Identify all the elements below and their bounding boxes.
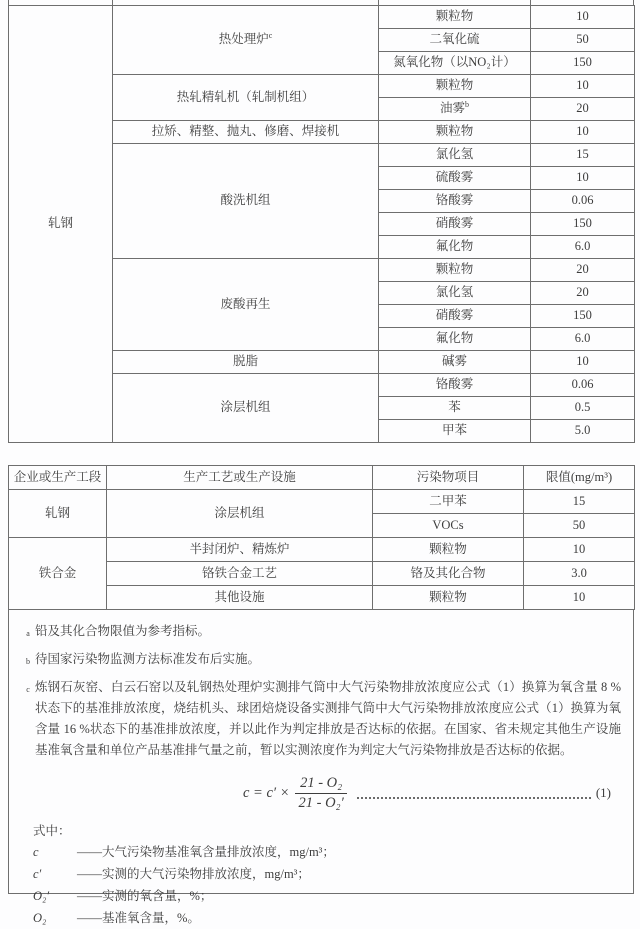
pollutant-cell: VOCs	[373, 514, 524, 538]
emission-limits-table-continued	[8, 5, 635, 443]
definition-o2	[33, 907, 621, 929]
footnote-text: 待国家污染物监测方法标准发布后实施。	[35, 652, 261, 666]
definition-text: ——大气污染物基准氧含量排放浓度，mg/m³；	[77, 845, 335, 860]
pollutant-cell: 甲苯	[379, 420, 531, 443]
limit-cell: 5.0	[531, 420, 635, 443]
pollutant-cell: 铬及其化合物	[373, 562, 524, 586]
pollutant-cell: 二甲苯	[373, 490, 524, 514]
where-label: 式中：	[33, 824, 71, 839]
pollutant-cell: 颗粒物	[373, 586, 524, 610]
footnote-ref-c: c	[268, 31, 273, 41]
process-cell: 脱脂	[113, 351, 379, 374]
pollutant-cell: 氯化氢	[379, 282, 531, 305]
limit-cell: 15	[531, 144, 635, 167]
definition-text: ——基准氧含量，%。	[77, 911, 200, 926]
footnote-text: 铅及其化合物限值为参考指标。	[35, 624, 211, 638]
limit-cell: 10	[531, 167, 635, 190]
process-cell: 废酸再生	[113, 259, 379, 351]
definition-o2-prime	[33, 885, 621, 907]
footnote-b	[21, 649, 621, 672]
process-cell: 半封闭炉、精炼炉	[107, 538, 373, 562]
limit-cell: 50	[531, 29, 635, 52]
pollutant-cell: 二氧化硫	[379, 29, 531, 52]
pollutant-cell: 氟化物	[379, 328, 531, 351]
limit-cell: 0.06	[531, 190, 635, 213]
process-cell: 酸洗机组	[113, 144, 379, 259]
process-cell: 拉矫、精整、抛丸、修磨、焊接机	[113, 121, 379, 144]
process-cell: 涂层机组	[107, 490, 373, 538]
header-limit: 限值(mg/m³)	[524, 466, 635, 490]
formula-numerator: 21 - O₂	[295, 775, 347, 794]
limit-cell: 150	[531, 52, 635, 75]
symbol: c	[33, 845, 39, 860]
limit-cell: 10	[531, 6, 635, 29]
pollutant-cell: 硫酸雾	[379, 167, 531, 190]
footnote-marker: b	[26, 657, 30, 666]
pollutant-cell: 氮氧化物（以NO₂计）	[379, 52, 531, 75]
limit-cell: 150	[531, 305, 635, 328]
formula-fraction	[294, 775, 349, 811]
table-header-row	[9, 466, 635, 490]
pollutant-cell: 氟化物	[379, 236, 531, 259]
definition-c-prime	[33, 863, 621, 885]
notes-section	[8, 610, 634, 926]
category-cell: 铁合金	[9, 538, 107, 610]
table-row	[9, 538, 635, 562]
pollutant-cell: 颗粒物	[379, 75, 531, 98]
header-enterprise: 企业或生产工段	[9, 466, 107, 490]
pollutant-cell: 颗粒物	[373, 538, 524, 562]
pollutant-cell: 油雾$^b$	[379, 98, 531, 121]
limit-cell: 10	[531, 121, 635, 144]
pollutant-cell: 铬酸雾	[379, 190, 531, 213]
footnote-marker: a	[26, 629, 30, 638]
limit-cell: 6.0	[531, 328, 635, 351]
symbol: O₂	[33, 911, 47, 926]
limit-cell: 50	[524, 514, 635, 538]
category-cell: 轧钢	[9, 490, 107, 538]
pollutant-cell: 颗粒物	[379, 6, 531, 29]
formula-denominator: 21 - O₂′	[298, 794, 344, 811]
limit-cell: 0.06	[531, 374, 635, 397]
pollutant-cell: 铬酸雾	[379, 374, 531, 397]
limit-cell: 10	[531, 75, 635, 98]
limit-cell: 15	[524, 490, 635, 514]
category-cell: 轧钢	[9, 6, 113, 443]
table-row	[9, 490, 635, 514]
limit-cell: 20	[531, 259, 635, 282]
formula-number: (1)	[595, 785, 611, 801]
limit-cell: 20	[531, 98, 635, 121]
footnote-ref-b: b	[465, 100, 469, 110]
dotted-leader	[357, 796, 591, 799]
pollutant-cell: 颗粒物	[379, 259, 531, 282]
process-cell: 涂层机组	[113, 374, 379, 443]
formula-1	[243, 775, 611, 811]
symbol: c′	[33, 867, 42, 882]
header-process: 生产工艺或生产设施	[107, 466, 373, 490]
limit-cell: 10	[531, 351, 635, 374]
limit-cell: 20	[531, 282, 635, 305]
footnote-a	[21, 621, 621, 644]
pollutant-cell: 颗粒物	[379, 121, 531, 144]
process-cell: 铬铁合金工艺	[107, 562, 373, 586]
process-cell: 热处理炉$^c$	[113, 6, 379, 75]
limit-cell: 3.0	[524, 562, 635, 586]
footnote-text: 炼钢石灰窑、白云石窑以及轧钢热处理炉实测排气筒中大气污染物排放浓度应公式（1）换算为氧含量 8 %状态下的基准排放浓度，烧结机头、球团焙烧设备实测排气筒中大气污染物排放浓度应公式（1）换算为氧含量 16 %状态下的基准排放浓度，并以此作为判定排放是否达标的依据。在国家、省未规定其他生产设施基准氧含量和单位产品基准排气量之前，暂以实测浓度作为判定大气污染物排放是否达标的依据。	[35, 680, 621, 757]
process-cell: 热轧精轧机（轧制机组）	[113, 75, 379, 121]
pollutant-cell: 硝酸雾	[379, 213, 531, 236]
definition-c	[33, 841, 621, 863]
pollutant-cell: 苯	[379, 397, 531, 420]
definition-text: ——实测的大气污染物排放浓度，mg/m³；	[77, 867, 310, 882]
symbol: O₂′	[33, 889, 50, 904]
footnote-c	[21, 677, 621, 761]
emission-limits-table-2	[8, 465, 635, 610]
definition-text: ——实测的氧含量，%；	[77, 889, 213, 904]
limit-cell: 0.5	[531, 397, 635, 420]
pollutant-cell: 氯化氢	[379, 144, 531, 167]
limit-cell: 6.0	[531, 236, 635, 259]
limit-cell: 150	[531, 213, 635, 236]
limit-cell: 10	[524, 538, 635, 562]
pollutant-cell: 碱雾	[379, 351, 531, 374]
table-row	[9, 6, 635, 29]
pollutant-cell: 硝酸雾	[379, 305, 531, 328]
process-cell: 其他设施	[107, 586, 373, 610]
header-pollutant: 污染物项目	[373, 466, 524, 490]
formula-lhs: c = c′ ×	[243, 784, 290, 801]
footnote-marker: c	[26, 685, 30, 694]
limit-cell: 10	[524, 586, 635, 610]
